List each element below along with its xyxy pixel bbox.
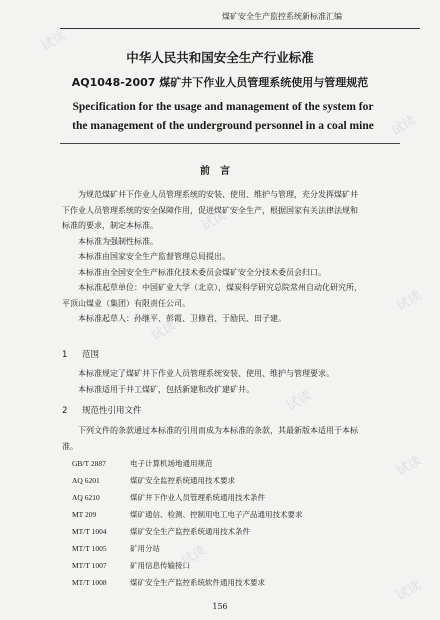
foreword-body <box>62 187 425 327</box>
reference-item: MT/T 1008 煤矿安全生产监控系统软件通用技术要求 <box>72 578 265 587</box>
normative-intro <box>62 423 422 454</box>
watermark: 试读 <box>393 453 425 480</box>
watermark: 试读 <box>148 318 180 345</box>
watermark: 试读 <box>393 288 425 315</box>
title-divider <box>60 143 400 144</box>
watermark: 试读 <box>393 578 425 605</box>
normative-line: 下列文件的条款通过本标准的引用而成为本标准的条款，其最新版本适用于本标 <box>78 426 358 435</box>
english-title <box>38 98 408 136</box>
normative-line: 准。 <box>62 441 78 451</box>
section-1-heading: 1 范围 <box>62 350 100 360</box>
header-text: 煤矿安全生产监控系统新标准汇编 <box>222 12 342 21</box>
scope-line: 本标准适用于井工煤矿，包括新建和改扩建矿井。 <box>78 384 254 394</box>
standard-code-title: AQ1048-2007 煤矿井下作业人员管理系统使用与管理规范 <box>71 76 369 89</box>
foreword-line: 本标准由全国安全生产标准化技术委员会煤矿安全分技术委员会归口。 <box>78 267 326 277</box>
foreword-line: 本标准起草人：孙继平、彭霞、卫修君、于励民、田子建。 <box>78 314 286 323</box>
section-2-heading: 2 规范性引用文件 <box>62 406 142 416</box>
scope-body <box>62 366 422 397</box>
reference-item: AQ 6210 煤矿井下作业人员管理系统通用技术条件 <box>72 493 265 502</box>
foreword-line: 平顶山煤业（集团）有限责任公司。 <box>62 298 190 308</box>
watermark: 试读 <box>388 113 420 140</box>
foreword-line: 下作业人员管理系统的安全保障作用，促进煤矿安全生产，根据国家有关法律法规和 <box>62 205 358 215</box>
reference-item: AQ 6201 煤矿安全监控系统通用技术要求 <box>72 476 235 485</box>
foreword-heading: 前言 <box>200 166 240 177</box>
reference-item: MT/T 1005 矿用分站 <box>72 544 160 553</box>
reference-item: MT/T 1004 煤矿安全生产监控系统通用技术条件 <box>72 527 250 536</box>
english-title-line: the management of the underground personnel in a coal mine <box>72 120 374 132</box>
watermark: 试读 <box>198 208 230 235</box>
foreword-line: 本标准为强制性标准。 <box>78 236 158 246</box>
watermark: 试读 <box>38 28 70 55</box>
page-number: 156 <box>212 602 228 611</box>
reference-item: MT 209 煤矿通信、检测、控制用电工电子产品通用技术要求 <box>72 510 303 519</box>
standard-title: 中华人民共和国安全生产行业标准 <box>126 50 314 65</box>
reference-item: MT/T 1007 矿用信息传输接口 <box>72 561 190 570</box>
watermark: 试读 <box>283 388 315 415</box>
running-header <box>60 6 420 29</box>
scope-line: 本标准规定了煤矿井下作业人员管理系统安装、使用、维护与管理要求。 <box>78 369 334 378</box>
watermark: 试读 <box>178 543 210 570</box>
foreword-line: 为规范煤矿井下作业人员管理系统的安装、使用、维护与管理，充分发挥煤矿井 <box>78 190 358 199</box>
english-title-line: Specification for the usage and management of the system for <box>72 101 374 113</box>
foreword-line: 标准的要求，制定本标准。 <box>62 221 158 230</box>
foreword-line: 本标准起草单位：中国矿业大学（北京），煤炭科学研究总院常州自动化研究所， <box>78 283 362 292</box>
foreword-line: 本标准由国家安全生产监督管理总局提出。 <box>78 252 230 261</box>
reference-item: GB/T 2887 电子计算机场地通用规范 <box>72 459 213 468</box>
